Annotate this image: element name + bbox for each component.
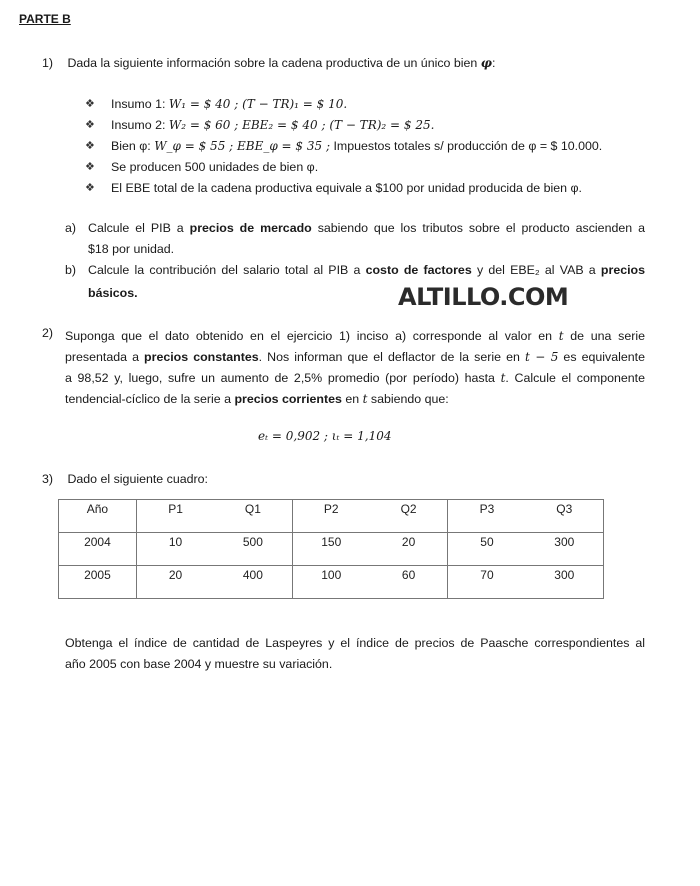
part-bold: precios de mercado — [189, 221, 312, 235]
bullet-label: Bien φ: — [111, 139, 151, 153]
diamond-dots-icon: ❖ — [85, 161, 95, 173]
table-cell: 2004 — [59, 533, 137, 566]
q3-text-line2: año 2005 con base 2004 y muestre su variación. — [65, 657, 333, 671]
part-text: y del EBE₂ al VAB a — [476, 263, 596, 277]
table-cell: 20 — [136, 566, 214, 599]
q2-symbol: t − 5 — [524, 350, 559, 364]
table-row — [59, 566, 604, 599]
intro-colon: : — [491, 56, 496, 70]
table-cell: 150 — [292, 533, 370, 566]
q2-symbol: t — [500, 371, 506, 385]
q2-text: tendencial-cíclico de la serie a — [65, 392, 231, 406]
q2-symbol: t — [558, 329, 564, 343]
q2-text: . Calcule el componente — [505, 371, 645, 385]
table-cell: 10 — [136, 533, 214, 566]
part-bold: precios — [600, 263, 645, 277]
table-cell: 400 — [214, 566, 292, 599]
question-3-intro — [42, 472, 208, 486]
q2-bold: precios constantes — [144, 350, 259, 364]
q2-bold: precios corrientes — [234, 392, 342, 406]
table-header-cell: P2 — [292, 500, 370, 533]
bullet-formula: W₁ = $ 40 ; (T − TR)₁ = $ 10. — [168, 97, 348, 111]
table-header-cell: Q2 — [370, 500, 448, 533]
intro-text: Dado el siguiente cuadro: — [67, 472, 208, 486]
question-number: 2) — [42, 326, 54, 340]
bullet-item: El EBE total de la cadena productiva equivale a $100 por unidad producida de bien φ. — [111, 181, 582, 195]
table-header-cell: P3 — [448, 500, 526, 533]
table-cell: 100 — [292, 566, 370, 599]
table-header-cell: Q3 — [526, 500, 604, 533]
table-header-cell: P1 — [136, 500, 214, 533]
data-table — [58, 499, 604, 599]
diamond-dots-icon: ❖ — [85, 182, 95, 194]
table-cell: 300 — [526, 566, 604, 599]
bullet-label: Insumo 1: — [111, 97, 166, 111]
question-number: 3) — [42, 472, 54, 486]
bullet-label: Insumo 2: — [111, 118, 166, 132]
part-text-line2: $18 por unidad. — [88, 242, 175, 256]
diamond-dots-icon: ❖ — [85, 140, 95, 152]
bullet-item: Se producen 500 unidades de bien φ. — [111, 160, 319, 174]
part-label: b) — [65, 263, 77, 277]
part-a — [65, 218, 645, 260]
diamond-dots-icon: ❖ — [85, 119, 95, 131]
q2-text: en — [345, 392, 360, 406]
question-1-intro — [42, 55, 495, 70]
table-cell: 300 — [526, 533, 604, 566]
table-row — [59, 533, 604, 566]
diamond-dots-icon: ❖ — [85, 98, 95, 110]
table-header-row — [59, 500, 604, 533]
q2-text: . Nos informan que el deflactor de la serie en — [258, 350, 520, 364]
q2-text: a 98,52 y, luego, sufre un aumento de 2,5% promedio (por período) hasta — [65, 371, 495, 385]
part-text: sabiendo que los tributos sobre el producto ascienden a — [317, 221, 645, 235]
table-cell: 60 — [370, 566, 448, 599]
table-cell: 50 — [448, 533, 526, 566]
bullet-item — [111, 139, 602, 153]
bullet-item — [111, 97, 347, 111]
bullet-formula: W_φ = $ 55 ; EBE_φ = $ 35 ; — [154, 139, 330, 153]
q2-symbol: t — [362, 392, 368, 406]
bullet-item — [111, 118, 434, 132]
table-header-cell: Año — [59, 500, 137, 533]
q2-text: presentada a — [65, 350, 139, 364]
table-cell: 2005 — [59, 566, 137, 599]
part-text-line2: básicos. — [88, 286, 138, 300]
part-text: Calcule el PIB a — [88, 221, 184, 235]
bullet-tail: Impuestos totales s/ producción de φ = $ 10.000. — [333, 139, 603, 153]
q2-text: de una serie — [570, 329, 645, 343]
part-label: a) — [65, 221, 77, 235]
part-bold: costo de factores — [365, 263, 472, 277]
q3-text-line1: Obtenga el índice de cantidad de Laspeyres y el índice de precios de Paasche correspondientes al — [65, 636, 645, 650]
q2-text: es equivalente — [563, 350, 645, 364]
phi-symbol: φ — [480, 55, 492, 70]
bullet-formula: W₂ = $ 60 ; EBE₂ = $ 40 ; (T − TR)₂ = $ 25. — [168, 118, 435, 132]
q2-text: Suponga que el dato obtenido en el ejercicio 1) inciso a) corresponde al valor en — [65, 329, 553, 343]
intro-text: Dada la siguiente información sobre la cadena productiva de un único bien — [67, 56, 478, 70]
table-header-cell: Q1 — [214, 500, 292, 533]
question-number: 1) — [42, 56, 54, 70]
table-cell: 70 — [448, 566, 526, 599]
part-text: Calcule la contribución del salario total al PIB a — [88, 263, 361, 277]
q2-text: sabiendo que: — [370, 392, 449, 406]
question-3-text — [65, 633, 645, 675]
table-cell: 500 — [214, 533, 292, 566]
table-cell: 20 — [370, 533, 448, 566]
section-title: PARTE B — [19, 12, 71, 26]
equation: eₜ = 0,902 ; ιₜ = 1,104 — [258, 429, 392, 443]
watermark-logo: ALTILLO.COM — [398, 283, 569, 311]
question-2-text — [65, 326, 645, 410]
